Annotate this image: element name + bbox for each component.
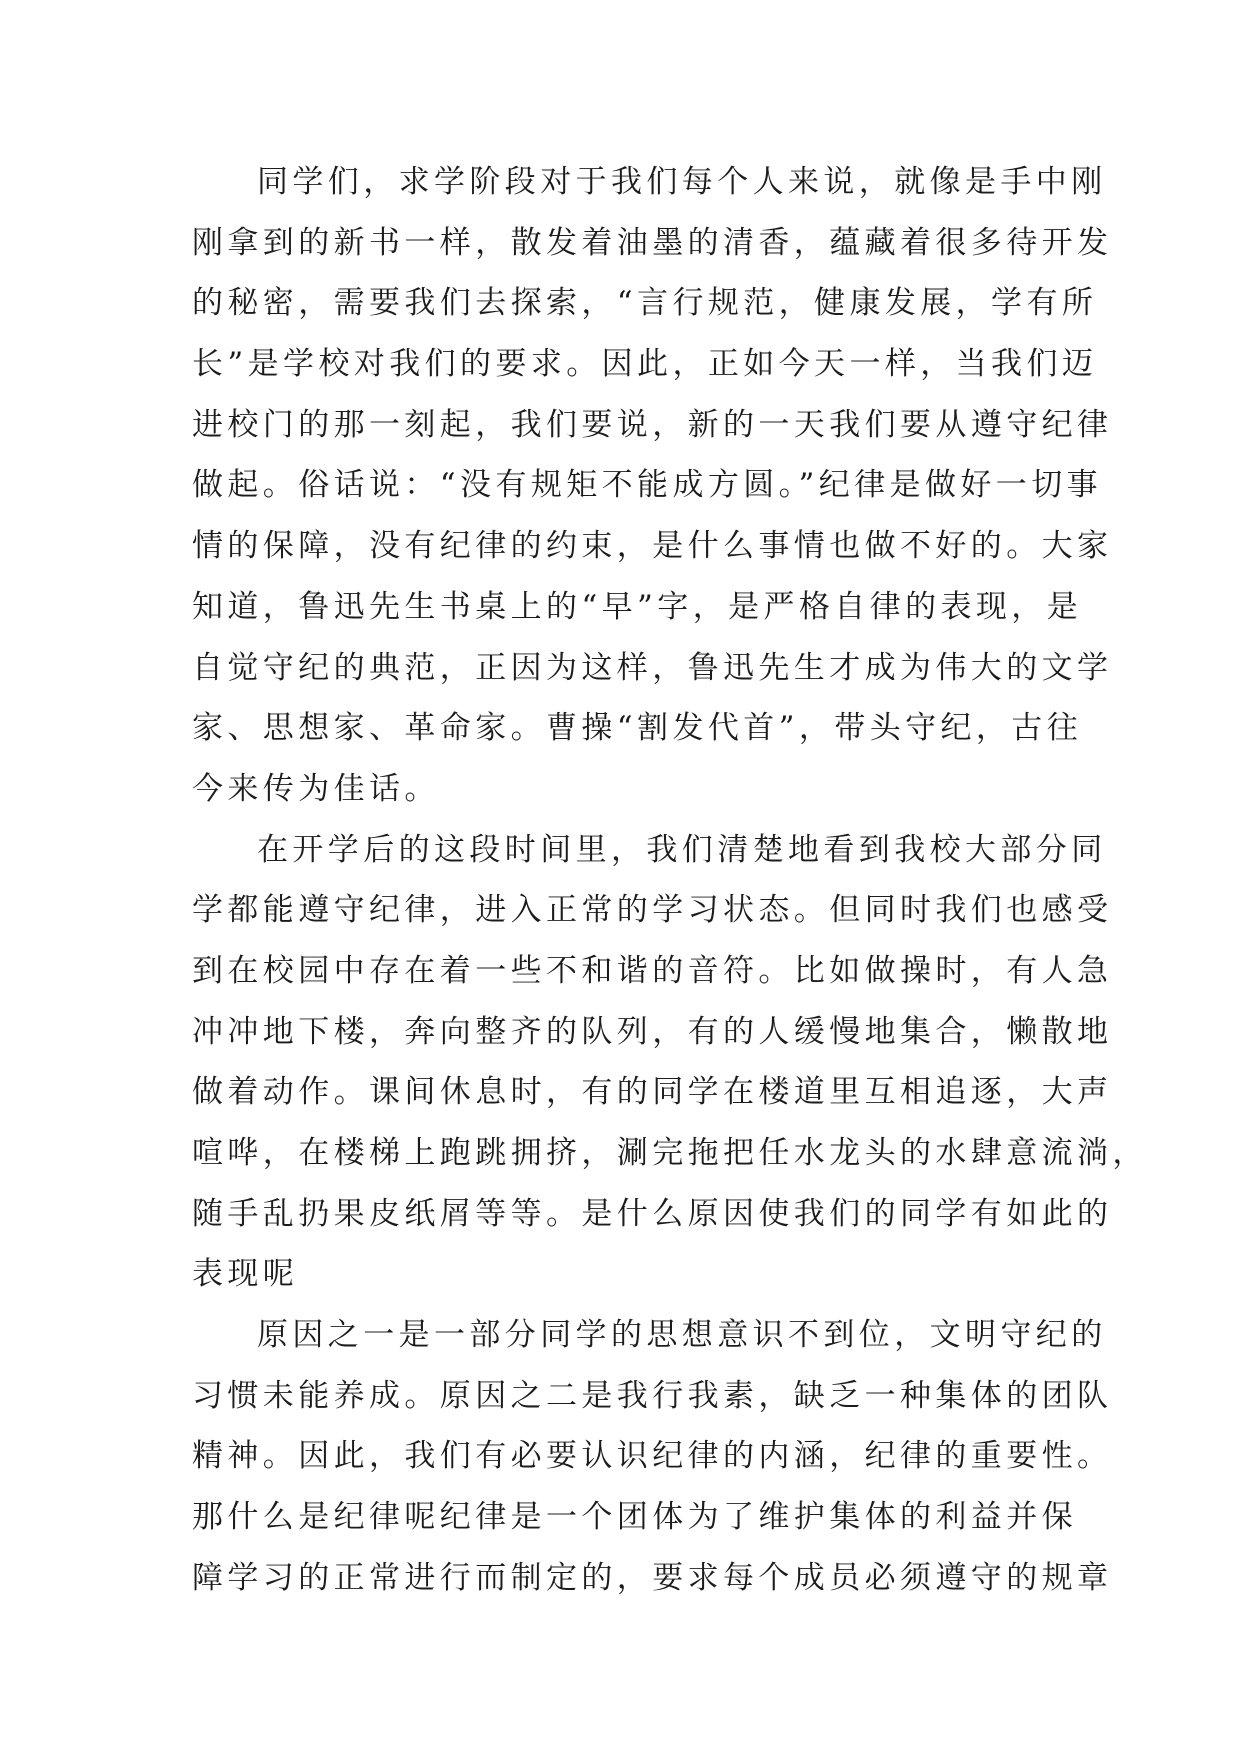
text-line: 那什么是纪律呢纪律是一个团体为了维护集体的利益并保 xyxy=(192,1499,1077,1536)
text-line: 长”是学校对我们的要求。因此，正如今天一样，当我们迈 xyxy=(192,346,1098,383)
text-line: 刚拿到的新书一样，散发着油墨的清香，蕴藏着很多待开发 xyxy=(192,224,1113,261)
text-line: 表现呢 xyxy=(192,1256,299,1293)
text-line: 自觉守纪的典范，正因为这样，鲁迅先生才成为伟大的文学 xyxy=(192,649,1113,686)
text-line: 习惯未能养成。原因之二是我行我素，缺乏一种集体的团队 xyxy=(192,1377,1113,1414)
paragraph-2 xyxy=(192,820,1148,1306)
text-line: 家、思想家、革命家。曹操“割发代首”，带头守纪，古往 xyxy=(192,710,1083,747)
text-line: 做起。俗话说：“没有规矩不能成方圆。”纪律是做好一切事 xyxy=(192,467,1102,504)
text-line: 知道，鲁迅先生书桌上的“早”字，是严格自律的表现，是 xyxy=(192,588,1083,625)
paragraph-3 xyxy=(192,1305,1113,1608)
text-line: 情的保障，没有纪律的约束，是什么事情也做不好的。大家 xyxy=(192,528,1113,565)
text-line: 学都能遵守纪律，进入正常的学习状态。但同时我们也感受 xyxy=(192,892,1113,929)
document-body xyxy=(192,152,1148,1609)
text-line: 原因之一是一部分同学的思想意识不到位，文明守纪的 xyxy=(257,1317,1107,1354)
text-line: 随手乱扔果皮纸屑等等。是什么原因使我们的同学有如此的 xyxy=(192,1195,1113,1232)
text-line: 精神。因此，我们有必要认识纪律的内涵，纪律的重要性。 xyxy=(192,1438,1113,1475)
text-line: 喧哗，在楼梯上跑跳拥挤，涮完拖把任水龙头的水肆意流淌， xyxy=(192,1135,1148,1171)
text-line: 做着动作。课间休息时，有的同学在楼道里互相追逐，大声 xyxy=(192,1074,1113,1111)
text-line: 到在校园中存在着一些不和谐的音符。比如做操时，有人急 xyxy=(192,952,1113,989)
paragraph-1 xyxy=(192,152,1113,820)
text-line: 今来传为佳话。 xyxy=(192,770,440,807)
text-line: 同学们，求学阶段对于我们每个人来说，就像是手中刚 xyxy=(257,164,1107,200)
text-line: 在开学后的这段时间里，我们清楚地看到我校大部分同 xyxy=(257,831,1107,868)
text-line: 的秘密，需要我们去探索，“言行规范，健康发展，学有所 xyxy=(192,285,1098,322)
text-line: 障学习的正常进行而制定的，要求每个成员必须遵守的规章 xyxy=(192,1559,1113,1596)
text-line: 冲冲地下楼，奔向整齐的队列，有的人缓慢地集合，懒散地 xyxy=(192,1013,1113,1050)
text-line: 进校门的那一刻起，我们要说，新的一天我们要从遵守纪律 xyxy=(192,406,1113,443)
